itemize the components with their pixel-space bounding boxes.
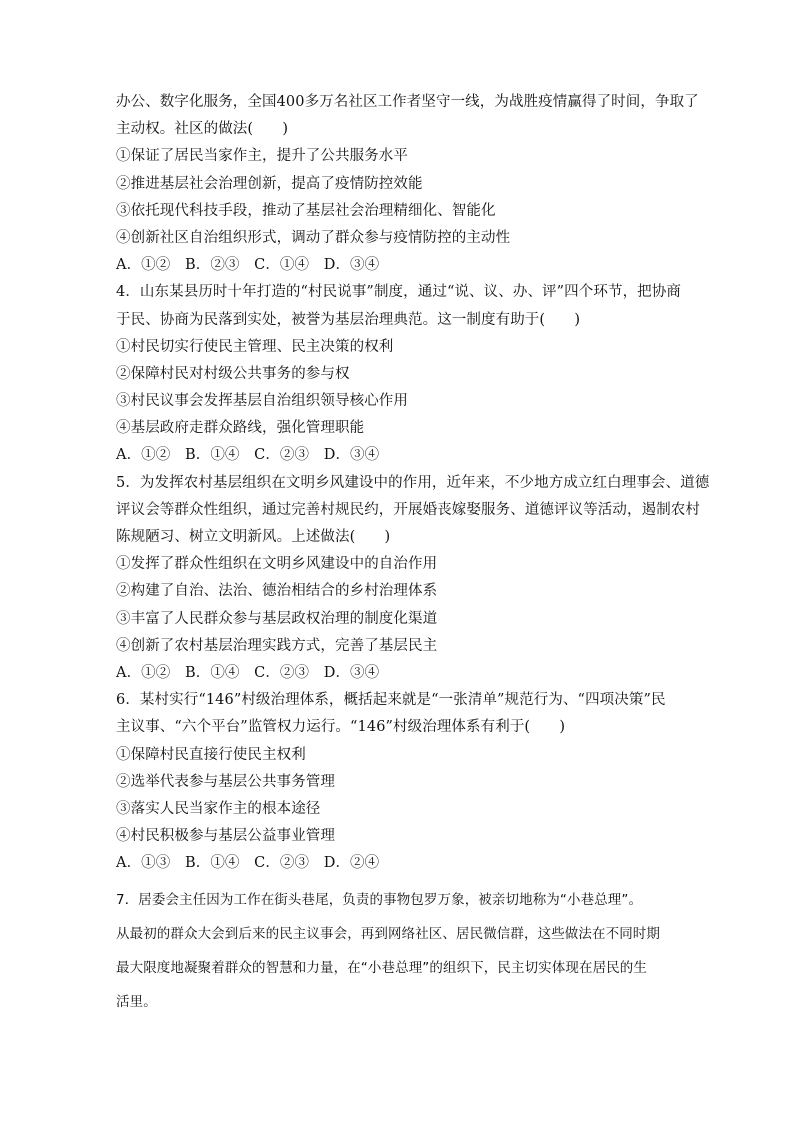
q6-option-3: ③落实人民当家作主的根本途径 <box>116 800 321 817</box>
q3-option-2: ②推进基层社会治理创新，提高了疫情防控效能 <box>116 175 423 192</box>
document-page <box>116 89 710 1019</box>
q5-option-4: ④创新了农村基层治理实践方式，完善了基层民主 <box>116 637 438 654</box>
q5-stem-line-3: 陈规陋习、树立文明新风。上述做法( ) <box>116 529 391 545</box>
question-7 <box>116 883 686 1019</box>
q3-option-3: ③依托现代科技手段，推动了基层社会治理精细化、智能化 <box>116 202 496 219</box>
q3-answer-choices: A．①② B．②③ C．①④ D．③④ <box>116 257 380 274</box>
question-6 <box>116 687 686 877</box>
q7-line-3: 最大限度地凝聚着群众的智慧和力量，在“小巷总理”的组织下，民主切实体现在居民的生 <box>116 960 647 977</box>
q7-line-4: 活里。 <box>116 994 157 1011</box>
q5-answer-choices: A．①② B．①④ C．②③ D．③④ <box>116 664 380 681</box>
q5-option-2: ②构建了自治、法治、德治相结合的乡村治理体系 <box>116 583 438 600</box>
q6-option-1: ①保障村民直接行使民主权利 <box>116 746 306 763</box>
q6-stem-line-2: 主议事、“六个平台”监管权力运行。“146”村级治理体系有利于( ) <box>116 719 566 736</box>
question-5 <box>116 470 710 688</box>
question-3 <box>116 89 699 279</box>
q5-stem-line-1: 5．为发挥农村基层组织在文明乡风建设中的作用，近年来，不少地方成立红白理事会、道德 <box>116 474 710 491</box>
q4-option-3: ③村民议事会发挥基层自治组织领导核心作用 <box>116 393 408 410</box>
q5-option-3: ③丰富了人民群众参与基层政权治理的制度化渠道 <box>116 610 438 627</box>
q4-stem-line-2: 于民、协商为民落到实处，被誉为基层治理典范。这一制度有助于( ) <box>116 311 581 328</box>
q7-line-1: 7．居委会主任因为工作在街头巷尾，负责的事物包罗万象，被亲切地称为“小巷总理”。 <box>116 892 643 909</box>
q7-line-2: 从最初的群众大会到后来的民主议事会，再到网络社区、居民微信群，这些做法在不同时期 <box>116 926 660 943</box>
q3-option-1: ①保证了居民当家作主，提升了公共服务水平 <box>116 148 408 165</box>
q4-stem-line-1: 4．山东某县历时十年打造的“村民说事”制度，通过“说、议、办、评”四个环节，把协商 <box>116 284 681 301</box>
q6-stem-line-1: 6．某村实行“146”村级治理体系，概括起来就是“一张清单”规范行为、“四项决策”民 <box>116 692 666 709</box>
q5-stem-line-2: 评议会等群众性组织，通过完善村规民约，开展婚丧嫁娶服务、道德评议等活动，遏制农村 <box>116 501 700 518</box>
q6-option-4: ④村民积极参与基层公益事业管理 <box>116 828 335 845</box>
q6-answer-choices: A．①③ B．①④ C．②③ D．②④ <box>116 855 380 872</box>
q3-option-4: ④创新社区自治组织形式，调动了群众参与疫情防控的主动性 <box>116 229 511 246</box>
q6-option-2: ②选举代表参与基层公共事务管理 <box>116 773 335 790</box>
q4-option-2: ②保障村民对村级公共事务的参与权 <box>116 365 350 382</box>
q4-option-1: ①村民切实行使民主管理、民主决策的权利 <box>116 338 394 355</box>
q4-option-4: ④基层政府走群众路线，强化管理职能 <box>116 420 365 437</box>
question-4 <box>116 279 686 469</box>
q5-option-1: ①发挥了群众性组织在文明乡风建设中的自治作用 <box>116 556 438 573</box>
q3-stem-line-2: 主动权。社区的做法( ) <box>116 121 289 138</box>
q3-stem-line-1: 办公、数字化服务，全国400多万名社区工作者坚守一线，为战胜疫情赢得了时间，争取了 <box>116 94 699 110</box>
q4-answer-choices: A．①② B．①④ C．②③ D．③④ <box>116 447 380 464</box>
